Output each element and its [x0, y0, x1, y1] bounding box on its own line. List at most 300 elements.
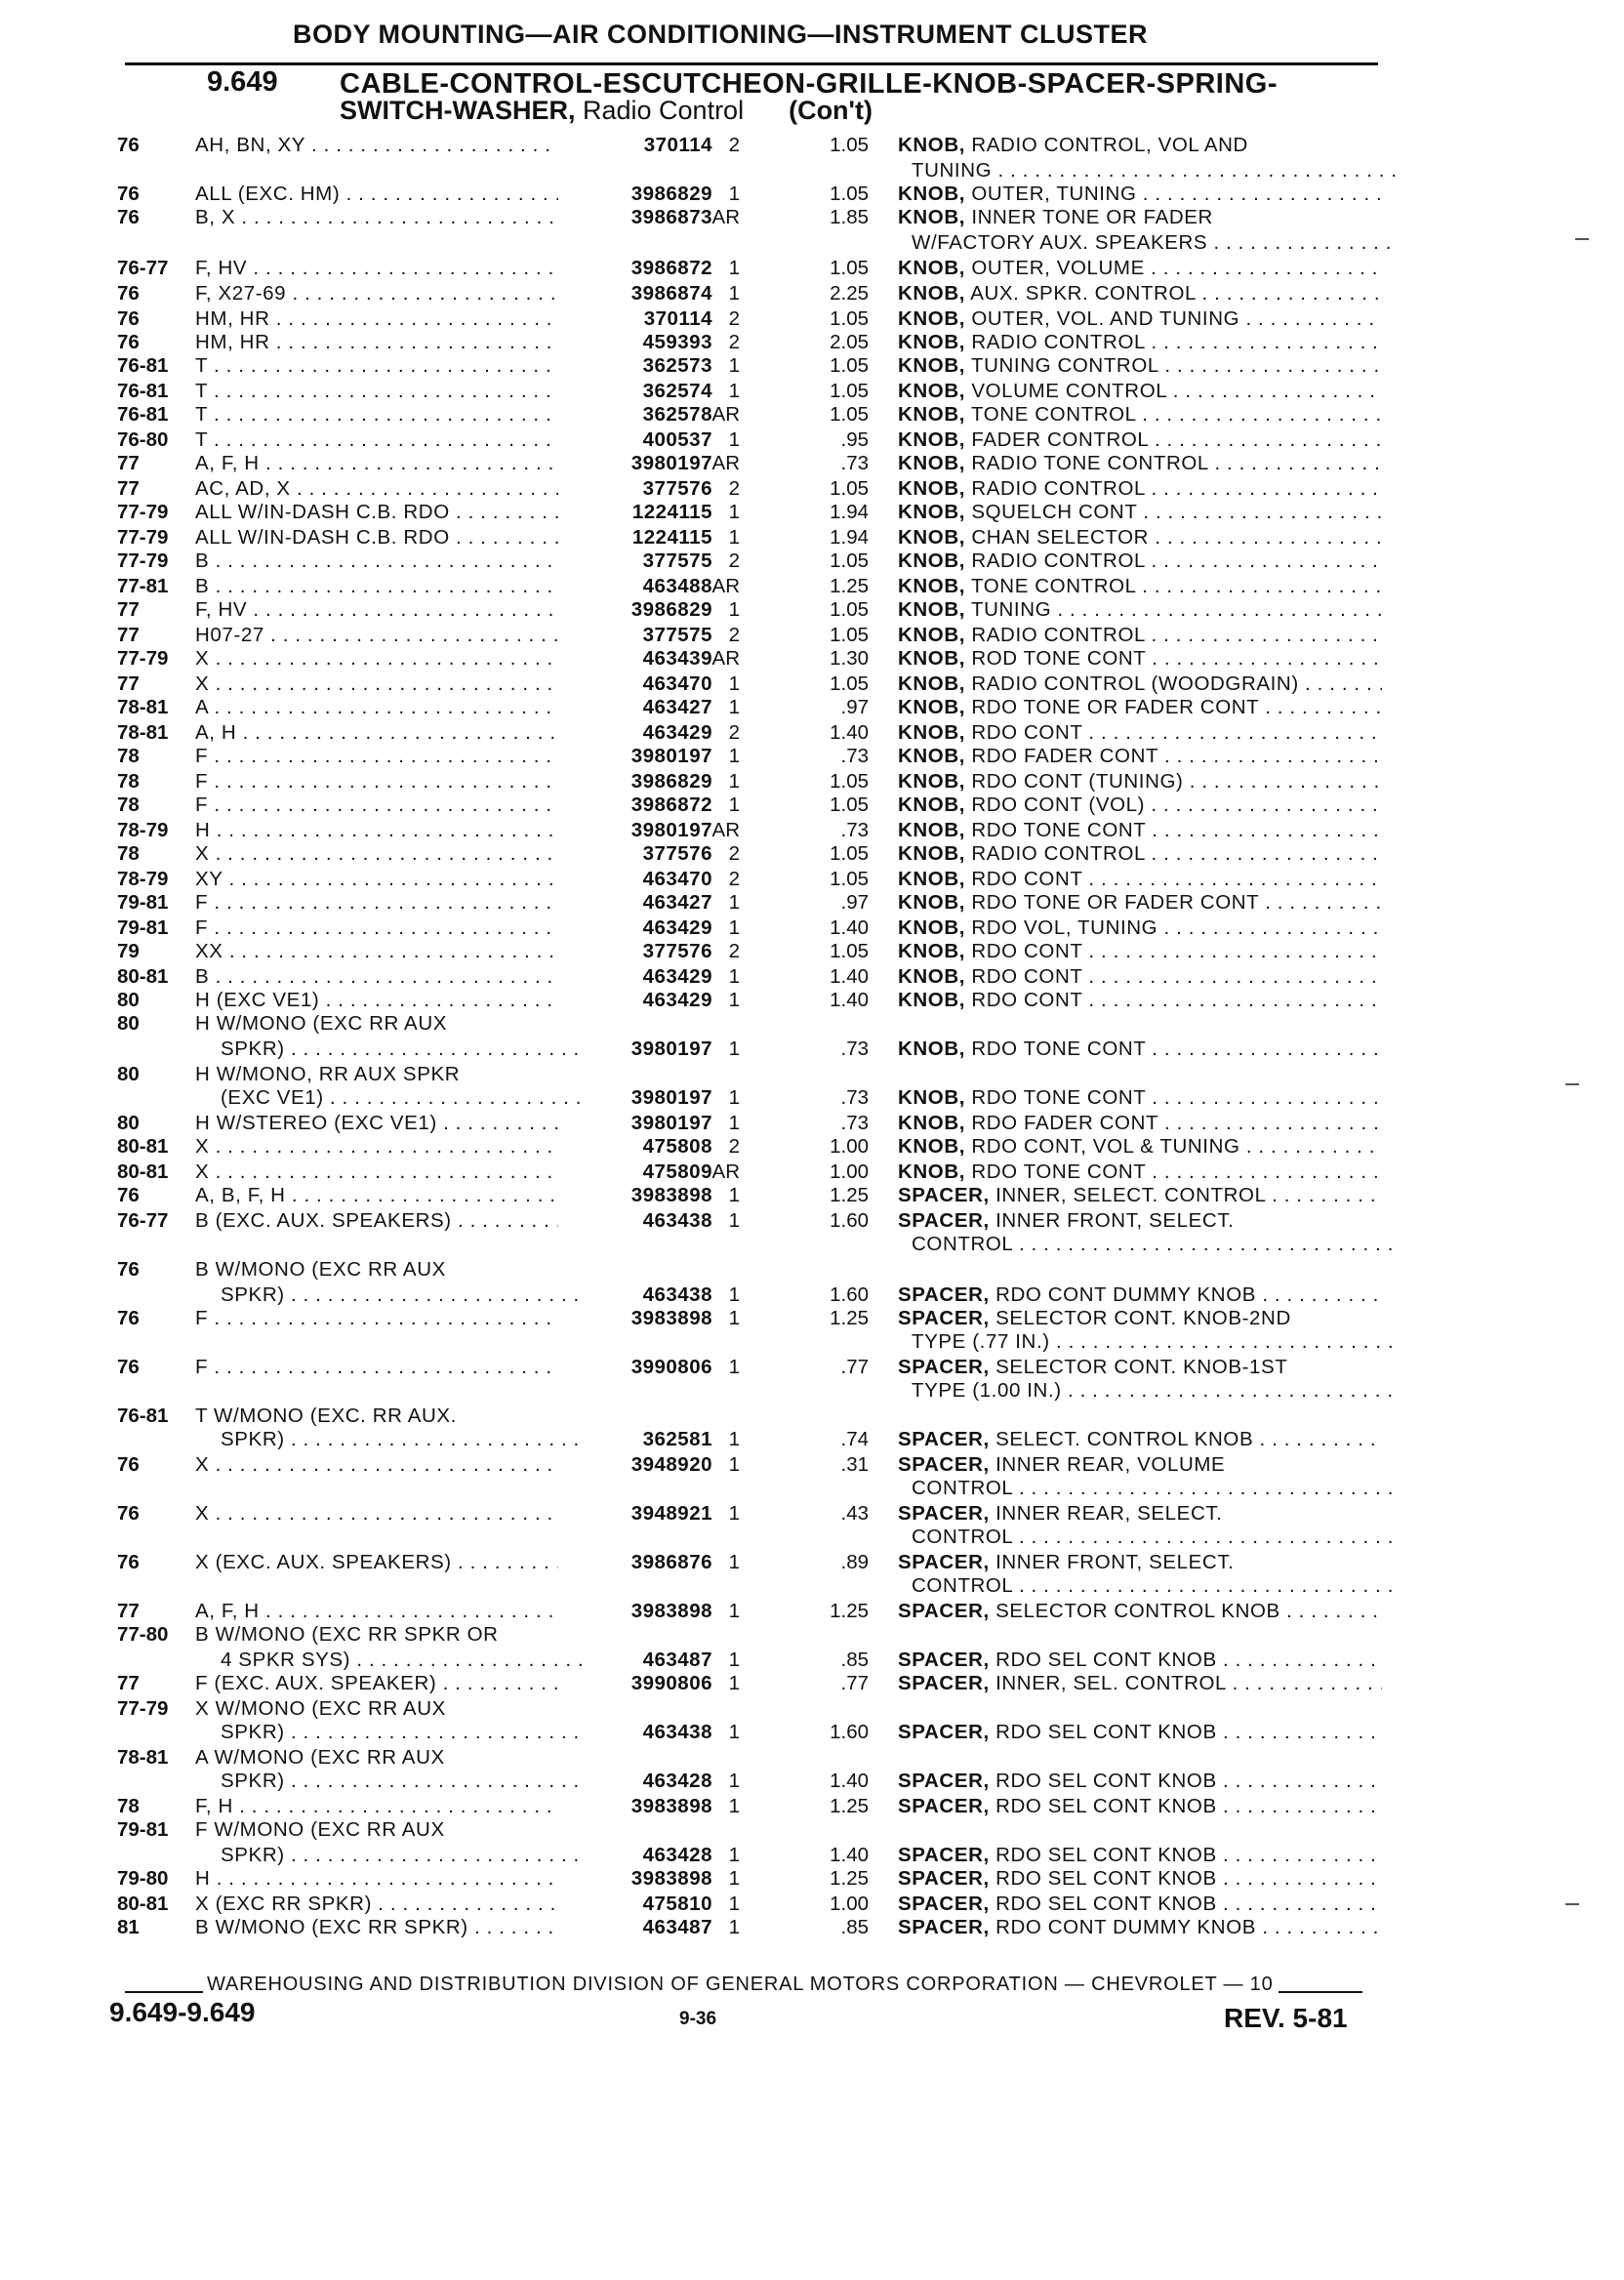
model-cell: F . . . — [195, 744, 558, 768]
year-cell: 76 — [117, 331, 140, 353]
price-cell: 1.05 — [830, 770, 869, 793]
model-cell: X W/MONO (EXC RR AUX — [195, 1697, 446, 1720]
part-number-cell: 3986874 — [630, 282, 712, 305]
year-cell: 77 — [117, 1672, 140, 1694]
year-cell: 76-81 — [117, 403, 169, 426]
part-number-cell: 3986872 — [630, 794, 712, 816]
quantity-cell: 1 — [728, 526, 740, 549]
model-cell: F, X27-69 . . . — [195, 281, 558, 305]
model-cell: F . . . — [195, 890, 558, 915]
description-cell — [898, 720, 1382, 745]
quantity-cell: 1 — [728, 770, 740, 793]
price-cell: 1.05 — [830, 550, 869, 572]
description-item-name: KNOB, — [898, 891, 966, 914]
description-cell — [898, 1648, 1382, 1672]
price-cell: 1.40 — [830, 989, 869, 1011]
model-cell: X . . . — [195, 1134, 558, 1159]
year-cell: 76-77 — [117, 257, 169, 279]
table-row — [0, 1622, 1624, 1648]
description-cell — [898, 1160, 1382, 1184]
table-row — [0, 500, 1624, 525]
description-cell — [898, 1111, 1382, 1135]
price-cell: 1.05 — [830, 307, 869, 330]
description-text: SELECTOR CONT. KNOB-2ND — [989, 1307, 1291, 1329]
quantity-cell: 1 — [728, 1453, 740, 1476]
table-row — [0, 1817, 1624, 1843]
description-cell — [898, 890, 1382, 915]
description-cell — [898, 964, 1382, 989]
quantity-cell: AR — [711, 1160, 740, 1183]
table-row — [0, 1696, 1624, 1722]
description-item-name: KNOB, — [898, 598, 966, 621]
year-cell: 78 — [117, 842, 140, 865]
quantity-cell: 1 — [728, 501, 740, 523]
description-text: CONTROL — [912, 1233, 1013, 1255]
table-row — [0, 793, 1624, 818]
model-cell: AH, BN, XY . . . — [195, 133, 558, 157]
part-number-cell: 475810 — [642, 1893, 712, 1915]
description-text: RDO CONT DUMMY KNOB — [989, 1283, 1257, 1306]
model-cell: X . . . — [195, 672, 558, 696]
quantity-cell: 1 — [728, 1721, 740, 1743]
year-cell: 76 — [117, 134, 140, 156]
year-cell: 78-79 — [117, 868, 169, 890]
description-cell — [898, 939, 1382, 963]
year-cell: 76 — [117, 307, 140, 330]
description-item-name: KNOB, — [898, 696, 966, 718]
description-item-name: SPACER, — [898, 1551, 990, 1573]
description-item-name: KNOB, — [898, 940, 966, 962]
description-item-name: KNOB, — [898, 428, 966, 451]
description-item-name: KNOB, — [898, 842, 966, 865]
table-row — [0, 1843, 1624, 1868]
quantity-cell: 2 — [728, 134, 740, 156]
model-cell: T . . . — [195, 379, 558, 403]
model-cell: B W/MONO (EXC RR SPKR OR — [195, 1623, 499, 1646]
model-cell: X . . . — [195, 646, 558, 671]
quantity-cell: AR — [711, 403, 740, 426]
price-cell: .43 — [840, 1502, 869, 1525]
description-item-name: SPACER, — [898, 1356, 990, 1378]
year-cell: 76-81 — [117, 1405, 169, 1427]
year-cell: 77-79 — [117, 647, 169, 670]
year-cell: 77-79 — [117, 526, 169, 549]
description-text: RDO SEL CONT KNOB — [989, 1770, 1217, 1792]
description-item-name: KNOB, — [898, 647, 966, 670]
table-row — [0, 1134, 1624, 1160]
description-cell — [898, 672, 1382, 696]
table-row — [0, 353, 1624, 379]
description-cell — [898, 867, 1382, 891]
description-text: RDO FADER CONT — [965, 1112, 1158, 1134]
model-cell: F, H . . . — [195, 1794, 558, 1818]
description-item-name: SPACER, — [898, 1672, 990, 1694]
price-cell: 2.05 — [830, 331, 869, 353]
description-item-name: KNOB, — [898, 452, 966, 474]
year-cell: 78 — [117, 1795, 140, 1817]
description-text: INNER REAR, SELECT. — [989, 1502, 1223, 1525]
model-cell: (EXC VE1) . . . — [221, 1085, 584, 1110]
description-cell — [898, 988, 1382, 1012]
table-row — [0, 451, 1624, 476]
description-item-name: KNOB, — [898, 331, 966, 353]
part-number-cell: 475808 — [642, 1135, 712, 1158]
model-cell: A W/MONO (EXC RR AUX — [195, 1746, 445, 1769]
description-item-name: KNOB, — [898, 1086, 966, 1109]
description-text: CONTROL — [912, 1574, 1013, 1597]
model-cell: F (EXC. AUX. SPEAKER) . . . — [195, 1671, 558, 1695]
description-item-name: SPACER, — [898, 1844, 990, 1866]
table-row — [0, 1671, 1624, 1696]
price-cell: 1.60 — [830, 1721, 869, 1743]
model-cell: SPKR) . . . — [221, 1769, 584, 1793]
price-cell: 1.05 — [830, 794, 869, 816]
price-cell: .97 — [840, 891, 869, 914]
table-row — [0, 402, 1624, 428]
table-row — [0, 1794, 1624, 1819]
year-cell: 77 — [117, 1600, 140, 1622]
part-number-cell: 463429 — [642, 965, 712, 988]
description-item-name: KNOB, — [898, 721, 966, 744]
model-cell: F . . . — [195, 793, 558, 817]
description-text: FADER CONTROL — [965, 428, 1149, 451]
footer-rule-left — [125, 1991, 203, 1993]
year-cell: 76-81 — [117, 380, 169, 402]
quantity-cell: 1 — [728, 989, 740, 1011]
table-row — [0, 1183, 1624, 1208]
year-cell: 78-81 — [117, 721, 169, 744]
model-cell: H W/MONO, RR AUX SPKR — [195, 1063, 461, 1085]
year-cell: 76 — [117, 206, 140, 228]
table-row — [0, 769, 1624, 794]
model-cell: T W/MONO (EXC. RR AUX. — [195, 1405, 457, 1427]
quantity-cell: 1 — [728, 1356, 740, 1378]
table-row — [0, 1111, 1624, 1136]
table-row — [0, 1427, 1624, 1452]
year-cell: 76 — [117, 1551, 140, 1573]
quantity-cell: 2 — [728, 721, 740, 744]
description-text: RDO TONE CONT — [965, 1086, 1147, 1109]
quantity-cell: 1 — [728, 965, 740, 988]
part-number-cell: 463470 — [642, 868, 712, 890]
price-cell: .85 — [840, 1916, 869, 1938]
model-cell: F, HV . . . — [195, 597, 558, 622]
quantity-cell: 1 — [728, 1844, 740, 1866]
table-row — [0, 695, 1624, 720]
part-number-cell: 463429 — [642, 916, 712, 939]
table-row — [0, 1550, 1624, 1575]
table-row — [0, 1160, 1624, 1185]
table-row — [0, 1573, 1624, 1599]
model-cell: H W/STEREO (EXC VE1) . . . — [195, 1111, 558, 1135]
quantity-cell: 1 — [728, 1038, 740, 1060]
price-cell: 1.25 — [830, 1184, 869, 1206]
description-cell — [898, 1720, 1382, 1744]
quantity-cell: 1 — [728, 745, 740, 767]
price-cell: 1.25 — [830, 1867, 869, 1890]
table-row — [0, 1745, 1624, 1771]
description-text: SELECTOR CONT. KNOB-1ST — [989, 1356, 1288, 1378]
year-cell: 81 — [117, 1916, 140, 1938]
part-number-cell: 370114 — [643, 134, 712, 156]
section-title-bold: SWITCH-WASHER, — [340, 96, 576, 125]
table-row — [0, 720, 1624, 746]
description-text: OUTER, TUNING — [965, 183, 1137, 205]
price-cell: 1.30 — [830, 647, 869, 670]
model-cell: A, F, H . . . — [195, 1599, 558, 1623]
description-text: TYPE (.77 IN.) — [912, 1330, 1050, 1353]
description-item-name: KNOB, — [898, 1135, 966, 1158]
part-number-cell: 400537 — [642, 428, 712, 451]
section-title: CABLE-CONTROL-ESCUTCHEON-GRILLE-KNOB-SPACER-SPRING- — [340, 68, 1278, 100]
description-text: RADIO CONTROL — [965, 477, 1146, 500]
quantity-cell: 1 — [728, 1502, 740, 1525]
section-title-normal: Radio Control — [575, 96, 745, 125]
description-text: INNER, SELECT. CONTROL — [989, 1184, 1266, 1206]
quantity-cell: 1 — [728, 1428, 740, 1450]
price-cell: 1.05 — [830, 842, 869, 865]
description-cell — [912, 1329, 1396, 1354]
description-item-name: SPACER, — [898, 1649, 990, 1671]
description-text: TONE CONTROL — [965, 575, 1136, 597]
page-header-title: BODY MOUNTING—AIR CONDITIONING—INSTRUMENT CLUSTER — [293, 20, 1148, 49]
year-cell: 80-81 — [117, 1893, 169, 1915]
model-cell: X . . . — [195, 1452, 558, 1477]
part-number-cell: 1224115 — [631, 501, 712, 523]
part-number-cell: 377576 — [642, 842, 712, 865]
part-number-cell: 377576 — [642, 940, 712, 962]
part-number-cell: 3983898 — [630, 1307, 712, 1329]
description-cell — [898, 182, 1382, 206]
part-number-cell: 3990806 — [630, 1672, 712, 1694]
description-text: RDO CONT, VOL & TUNING — [965, 1135, 1240, 1158]
description-item-name: KNOB, — [898, 257, 966, 279]
table-row — [0, 1329, 1624, 1355]
description-text: CHAN SELECTOR — [965, 526, 1150, 549]
model-cell: X (EXC RR SPKR) . . . — [195, 1892, 558, 1916]
quantity-cell: 2 — [728, 868, 740, 890]
year-cell: 76 — [117, 282, 140, 305]
model-cell: A, F, H . . . — [195, 451, 558, 475]
price-cell: 1.40 — [830, 1844, 869, 1866]
quantity-cell: 2 — [728, 307, 740, 330]
description-text: ROD TONE CONT — [965, 647, 1147, 670]
table-row — [0, 574, 1624, 599]
description-item-name: KNOB, — [898, 501, 966, 523]
year-cell: 78-81 — [117, 696, 169, 718]
description-cell — [912, 1573, 1396, 1598]
year-cell: 80 — [117, 1112, 140, 1134]
table-row — [0, 1282, 1624, 1308]
description-text: VOLUME CONTROL — [965, 380, 1167, 402]
price-cell: 1.40 — [830, 721, 869, 744]
description-text: RDO TONE OR FADER CONT — [965, 696, 1259, 718]
description-cell — [898, 1282, 1382, 1307]
year-cell: 80 — [117, 989, 140, 1011]
quantity-cell: 1 — [728, 916, 740, 939]
price-cell: .73 — [840, 452, 869, 474]
description-cell — [898, 1306, 1382, 1330]
model-cell: ALL W/IN-DASH C.B. RDO . . . — [195, 500, 558, 524]
quantity-cell: 1 — [728, 1916, 740, 1938]
part-number-cell: 463438 — [642, 1209, 712, 1232]
model-cell: B W/MONO (EXC RR AUX — [195, 1258, 446, 1281]
section-number: 9.649 — [207, 66, 278, 98]
part-number-cell: 463438 — [642, 1283, 712, 1306]
table-row — [0, 205, 1624, 230]
description-cell — [898, 1915, 1382, 1939]
quantity-cell: 2 — [728, 477, 740, 500]
table-row — [0, 1378, 1624, 1404]
quantity-cell: 2 — [728, 940, 740, 962]
description-text: INNER, SEL. CONTROL — [989, 1672, 1227, 1694]
description-cell — [898, 1452, 1382, 1477]
description-cell — [898, 476, 1382, 501]
description-cell — [898, 1085, 1382, 1110]
year-cell: 77-79 — [117, 501, 169, 523]
model-cell: A . . . — [195, 695, 558, 719]
quantity-cell: 1 — [728, 183, 740, 205]
price-cell: .95 — [840, 428, 869, 451]
part-number-cell: 362581 — [642, 1428, 712, 1450]
table-row — [0, 1476, 1624, 1501]
description-item-name: SPACER, — [898, 1795, 990, 1817]
model-cell: AC, AD, X . . . — [195, 476, 558, 501]
description-cell — [898, 1769, 1382, 1793]
year-cell: 76 — [117, 1307, 140, 1329]
description-text: RADIO CONTROL — [965, 624, 1146, 646]
price-cell: 1.40 — [830, 1770, 869, 1792]
part-number-cell: 3983898 — [630, 1795, 712, 1817]
year-cell: 76-81 — [117, 354, 169, 377]
margin-mark — [1565, 1903, 1579, 1905]
part-number-cell: 463470 — [642, 672, 712, 695]
description-text: SELECTOR CONTROL KNOB — [989, 1600, 1280, 1622]
quantity-cell: AR — [711, 206, 740, 228]
table-row — [0, 1208, 1624, 1234]
description-cell — [898, 1599, 1382, 1623]
year-cell: 77-79 — [117, 1697, 169, 1720]
description-cell — [898, 281, 1382, 305]
quantity-cell: 1 — [728, 672, 740, 695]
description-cell — [898, 1183, 1382, 1207]
table-row — [0, 1720, 1624, 1745]
table-row — [0, 1452, 1624, 1478]
year-cell: 77 — [117, 598, 140, 621]
table-row — [0, 230, 1624, 256]
quantity-cell: 1 — [728, 428, 740, 451]
part-number-cell: 3986829 — [630, 770, 712, 793]
part-number-cell: 463487 — [642, 1649, 712, 1671]
table-row — [0, 988, 1624, 1013]
table-row — [0, 867, 1624, 892]
quantity-cell: 1 — [728, 1649, 740, 1671]
model-cell: T . . . — [195, 402, 558, 427]
table-row — [0, 525, 1624, 550]
model-cell: H07-27 . . . — [195, 623, 558, 647]
description-cell — [898, 1037, 1382, 1061]
description-item-name: SPACER, — [898, 1283, 990, 1306]
price-cell: .77 — [840, 1672, 869, 1694]
description-text: RDO TONE CONT — [965, 1160, 1147, 1183]
model-cell: B . . . — [195, 964, 558, 989]
price-cell: 1.25 — [830, 1795, 869, 1817]
year-cell: 77 — [117, 624, 140, 646]
description-cell — [898, 1208, 1382, 1233]
model-cell: B . . . — [195, 549, 558, 573]
price-cell: 1.40 — [830, 965, 869, 988]
price-cell: .97 — [840, 696, 869, 718]
price-cell: 1.00 — [830, 1135, 869, 1158]
price-cell: 1.25 — [830, 575, 869, 597]
model-cell: HM, HR . . . — [195, 306, 558, 331]
quantity-cell: 1 — [728, 794, 740, 816]
price-cell: 1.25 — [830, 1600, 869, 1622]
part-number-cell: 463439 — [642, 647, 712, 670]
table-row — [0, 672, 1624, 697]
part-number-cell: 459393 — [642, 331, 712, 353]
model-cell: SPKR) . . . — [221, 1720, 584, 1744]
model-cell: T . . . — [195, 428, 558, 452]
quantity-cell: 1 — [728, 380, 740, 402]
description-text: RDO CONT — [965, 965, 1083, 988]
year-cell: 79-81 — [117, 916, 169, 939]
price-cell: 1.05 — [830, 624, 869, 646]
model-cell: T . . . — [195, 353, 558, 378]
quantity-cell: 2 — [728, 624, 740, 646]
footer-rule-right — [1279, 1991, 1362, 1993]
description-item-name: KNOB, — [898, 745, 966, 767]
description-text: RADIO CONTROL — [965, 842, 1146, 865]
description-cell — [898, 623, 1382, 647]
table-row — [0, 1915, 1624, 1940]
year-cell: 77-80 — [117, 1623, 169, 1646]
description-cell — [912, 1378, 1396, 1403]
year-cell: 76 — [117, 1184, 140, 1206]
description-item-name: KNOB, — [898, 770, 966, 793]
table-row — [0, 379, 1624, 404]
year-cell: 80-81 — [117, 1135, 169, 1158]
description-cell — [898, 549, 1382, 573]
part-number-cell: 377575 — [642, 550, 712, 572]
description-cell — [898, 256, 1382, 280]
description-cell — [898, 451, 1382, 475]
model-cell: SPKR) . . . — [221, 1843, 584, 1867]
description-text: RDO TONE OR FADER CONT — [965, 891, 1259, 914]
year-cell: 78-81 — [117, 1746, 169, 1769]
price-cell: 1.25 — [830, 1307, 869, 1329]
model-cell: F . . . — [195, 916, 558, 940]
model-cell: F, HV . . . — [195, 256, 558, 280]
footer-page-number: 9-36 — [679, 2009, 717, 2029]
price-cell: 1.94 — [830, 526, 869, 549]
part-number-cell: 362574 — [642, 380, 712, 402]
description-cell — [898, 379, 1382, 403]
description-text: OUTER, VOL. AND TUNING — [965, 307, 1240, 330]
description-text: TYPE (1.00 IN.) — [912, 1379, 1062, 1402]
year-cell: 80 — [117, 1012, 140, 1035]
quantity-cell: 1 — [728, 598, 740, 621]
description-text: TONE CONTROL — [965, 403, 1136, 426]
table-row — [0, 1232, 1624, 1257]
year-cell: 77 — [117, 672, 140, 695]
table-row — [0, 1306, 1624, 1331]
year-cell: 76 — [117, 1356, 140, 1378]
description-item-name: KNOB, — [898, 206, 966, 228]
price-cell: 1.05 — [830, 477, 869, 500]
description-cell — [898, 1134, 1382, 1159]
year-cell: 79-81 — [117, 891, 169, 914]
